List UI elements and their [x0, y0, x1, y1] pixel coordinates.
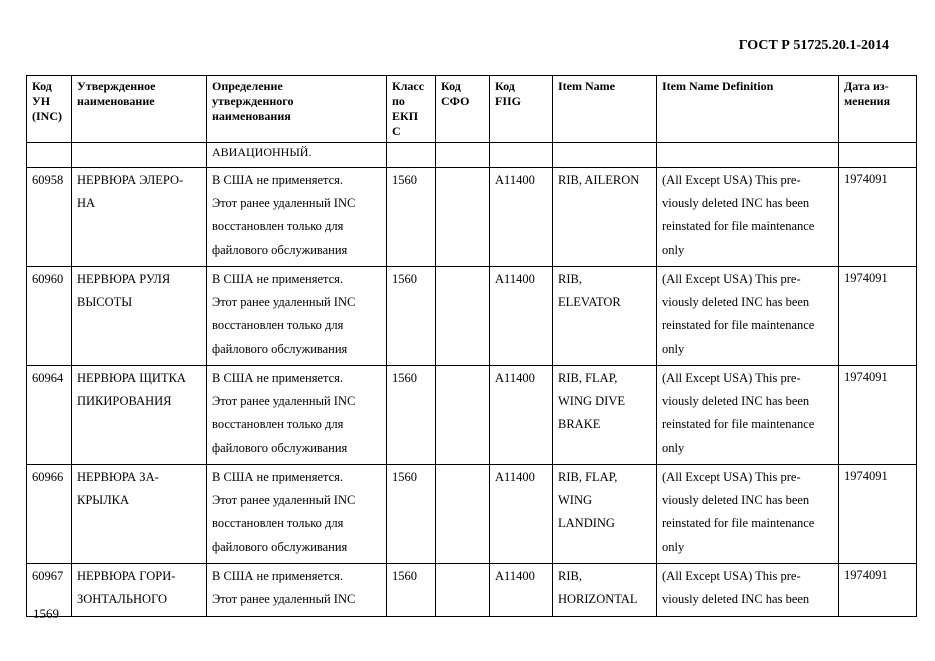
- cell-definition-line: восстановлен только для: [212, 219, 344, 234]
- header-class: [387, 76, 436, 143]
- cell-fiig: A11400: [490, 168, 553, 267]
- continuation-item-def: [657, 143, 839, 168]
- cell-fiig: A11400: [490, 465, 553, 564]
- cell-name-line: НА: [77, 196, 96, 211]
- cell-item-def: [657, 564, 839, 617]
- cell-item-def-line: only: [662, 341, 685, 356]
- cell-item-def: [657, 465, 839, 564]
- header-line: С: [392, 124, 401, 138]
- cell-item-def-line: (All Except USA) This pre-: [662, 371, 801, 385]
- cell-item-def-line: reinstated for file maintenance: [662, 516, 815, 531]
- cell-code: 60964: [27, 366, 72, 465]
- cell-definition-line: файлового обслуживания: [212, 440, 348, 455]
- header-line: наименование: [77, 94, 155, 108]
- cell-date: 1974091: [839, 267, 917, 366]
- cell-definition-line: Этот ранее удаленный INC: [212, 592, 356, 607]
- cell-definition-line: файлового обслуживания: [212, 539, 348, 554]
- header-item-name: [553, 76, 657, 143]
- continuation-item-name: [553, 143, 657, 168]
- cell-name-line: ЗОНТАЛЬНОГО: [77, 592, 168, 607]
- cell-definition-line: В США не применяется.: [212, 569, 344, 583]
- cell-item-name: [553, 366, 657, 465]
- cell-fiig: A11400: [490, 564, 553, 617]
- header-line: Item Name Definition: [662, 79, 774, 93]
- header-line: менения: [844, 94, 891, 108]
- cell-item-name-line: RIB, AILERON: [558, 173, 640, 187]
- header-code: [27, 76, 72, 143]
- cell-name-line: НЕРВЮРА ЩИТКА: [77, 371, 186, 385]
- cell-name: [72, 267, 207, 366]
- cell-class: 1560: [387, 267, 436, 366]
- cell-item-def-line: viously deleted INC has been: [662, 394, 810, 409]
- cell-definition: [207, 465, 387, 564]
- header-date: [839, 76, 917, 143]
- cell-item-name-line: BRAKE: [558, 417, 601, 432]
- cell-class: 1560: [387, 168, 436, 267]
- cell-item-def-line: viously deleted INC has been: [662, 196, 810, 211]
- continuation-fiig: [490, 143, 553, 168]
- cell-definition-line: восстановлен только для: [212, 417, 344, 432]
- cell-class: 1560: [387, 366, 436, 465]
- continuation-row: [27, 143, 917, 168]
- cell-definition-line: В США не применяется.: [212, 470, 344, 484]
- header-line: Дата из-: [844, 79, 889, 93]
- cell-definition: [207, 168, 387, 267]
- cell-name: [72, 564, 207, 617]
- cell-class: 1560: [387, 564, 436, 617]
- cell-item-name-line: RIB, FLAP,: [558, 371, 618, 385]
- cell-name-line: ВЫСОТЫ: [77, 295, 133, 310]
- cell-class: 1560: [387, 465, 436, 564]
- cell-item-def: [657, 366, 839, 465]
- cell-definition-line: восстановлен только для: [212, 318, 344, 333]
- cell-item-def: [657, 267, 839, 366]
- cell-sfo: [436, 564, 490, 617]
- document-id: ГОСТ Р 51725.20.1-2014: [738, 38, 889, 53]
- cell-date: 1974091: [839, 564, 917, 617]
- cell-item-def-line: only: [662, 242, 685, 257]
- cell-item-name: [553, 465, 657, 564]
- page-number: 1569: [33, 606, 59, 621]
- cell-code: 60966: [27, 465, 72, 564]
- cell-definition-line: Этот ранее удаленный INC: [212, 394, 356, 409]
- cell-name-line: НЕРВЮРА ГОРИ-: [77, 569, 176, 583]
- header-name: [72, 76, 207, 143]
- cell-fiig: A11400: [490, 267, 553, 366]
- cell-name: [72, 168, 207, 267]
- cell-item-def-line: (All Except USA) This pre-: [662, 470, 801, 484]
- cell-item-def-line: (All Except USA) This pre-: [662, 173, 801, 187]
- header-line: Класс: [392, 79, 425, 93]
- cell-item-def: [657, 168, 839, 267]
- continuation-code: [27, 143, 72, 168]
- header-item-def: [657, 76, 839, 143]
- continuation-definition: АВИАЦИОННЫЙ.: [207, 143, 387, 168]
- cell-item-name: [553, 564, 657, 617]
- header-fiig: [490, 76, 553, 143]
- cell-name: [72, 465, 207, 564]
- cell-item-name-line: WING DIVE: [558, 394, 625, 409]
- header-line: Код: [495, 79, 515, 93]
- table-row: [27, 168, 917, 267]
- cell-date: 1974091: [839, 168, 917, 267]
- cell-code: 60967: [27, 564, 72, 617]
- cell-item-def-line: viously deleted INC has been: [662, 592, 810, 607]
- cell-definition-line: восстановлен только для: [212, 516, 344, 531]
- header-line: Код: [441, 79, 461, 93]
- cell-item-name-line: RIB,: [558, 272, 582, 286]
- cell-item-name: [553, 267, 657, 366]
- cell-item-def-line: reinstated for file maintenance: [662, 417, 815, 432]
- cell-definition-line: файлового обслуживания: [212, 242, 348, 257]
- cell-item-def-line: viously deleted INC has been: [662, 493, 810, 508]
- cell-definition: [207, 267, 387, 366]
- cell-code: 60960: [27, 267, 72, 366]
- cell-name-line: НЕРВЮРА РУЛЯ: [77, 272, 171, 286]
- header-line: ЕКП: [392, 109, 419, 123]
- cell-item-name-line: HORIZONTAL: [558, 592, 638, 607]
- cell-definition-line: Этот ранее удаленный INC: [212, 196, 356, 211]
- cell-name-line: НЕРВЮРА ЭЛЕРО-: [77, 173, 184, 187]
- cell-definition-line: В США не применяется.: [212, 173, 344, 187]
- cell-item-name-line: WING: [558, 493, 593, 508]
- cell-name-line: КРЫЛКА: [77, 493, 130, 508]
- cell-name-line: ПИКИРОВАНИЯ: [77, 394, 172, 409]
- cell-sfo: [436, 267, 490, 366]
- header-line: УН: [32, 94, 51, 108]
- continuation-name: [72, 143, 207, 168]
- cell-code: 60958: [27, 168, 72, 267]
- header-line: (INC): [32, 109, 62, 123]
- continuation-date: [839, 143, 917, 168]
- header-sfo: [436, 76, 490, 143]
- table-row: [27, 267, 917, 366]
- cell-item-name: [553, 168, 657, 267]
- continuation-class: [387, 143, 436, 168]
- header-definition: [207, 76, 387, 143]
- header-line: наименования: [212, 109, 291, 123]
- cell-item-def-line: only: [662, 539, 685, 554]
- cell-definition-line: В США не применяется.: [212, 272, 344, 286]
- cell-date: 1974091: [839, 366, 917, 465]
- header-line: Item Name: [558, 79, 615, 93]
- cell-item-def-line: reinstated for file maintenance: [662, 219, 815, 234]
- header-line: Код: [32, 79, 52, 93]
- cell-definition: [207, 366, 387, 465]
- header-line: утвержденного: [212, 94, 294, 108]
- cell-item-name-line: RIB,: [558, 569, 582, 583]
- cell-sfo: [436, 366, 490, 465]
- cell-fiig: A11400: [490, 366, 553, 465]
- cell-definition-line: Этот ранее удаленный INC: [212, 295, 356, 310]
- cell-item-name-line: ELEVATOR: [558, 295, 621, 310]
- table-header-row: [27, 76, 917, 143]
- cell-item-def-line: (All Except USA) This pre-: [662, 569, 801, 583]
- table-row: [27, 465, 917, 564]
- cell-sfo: [436, 465, 490, 564]
- cell-date: 1974091: [839, 465, 917, 564]
- header-line: FIIG: [495, 94, 522, 108]
- header-line: по: [392, 94, 405, 108]
- continuation-sfo: [436, 143, 490, 168]
- cell-item-def-line: only: [662, 440, 685, 455]
- cell-definition-line: Этот ранее удаленный INC: [212, 493, 356, 508]
- cell-item-def-line: (All Except USA) This pre-: [662, 272, 801, 286]
- header-line: Определение: [212, 79, 283, 93]
- header-line: Утвержденное: [77, 79, 156, 93]
- cell-definition: [207, 564, 387, 617]
- cell-item-name-line: LANDING: [558, 516, 615, 531]
- cell-definition-line: В США не применяется.: [212, 371, 344, 385]
- table-row: [27, 366, 917, 465]
- cell-name: [72, 366, 207, 465]
- cell-name-line: НЕРВЮРА ЗА-: [77, 470, 159, 484]
- cell-item-name-line: RIB, FLAP,: [558, 470, 618, 484]
- cell-item-def-line: viously deleted INC has been: [662, 295, 810, 310]
- header-line: СФО: [441, 94, 470, 108]
- cell-item-def-line: reinstated for file maintenance: [662, 318, 815, 333]
- table-row: [27, 564, 917, 617]
- cell-definition-line: файлового обслуживания: [212, 341, 348, 356]
- inc-table: [26, 75, 917, 617]
- cell-sfo: [436, 168, 490, 267]
